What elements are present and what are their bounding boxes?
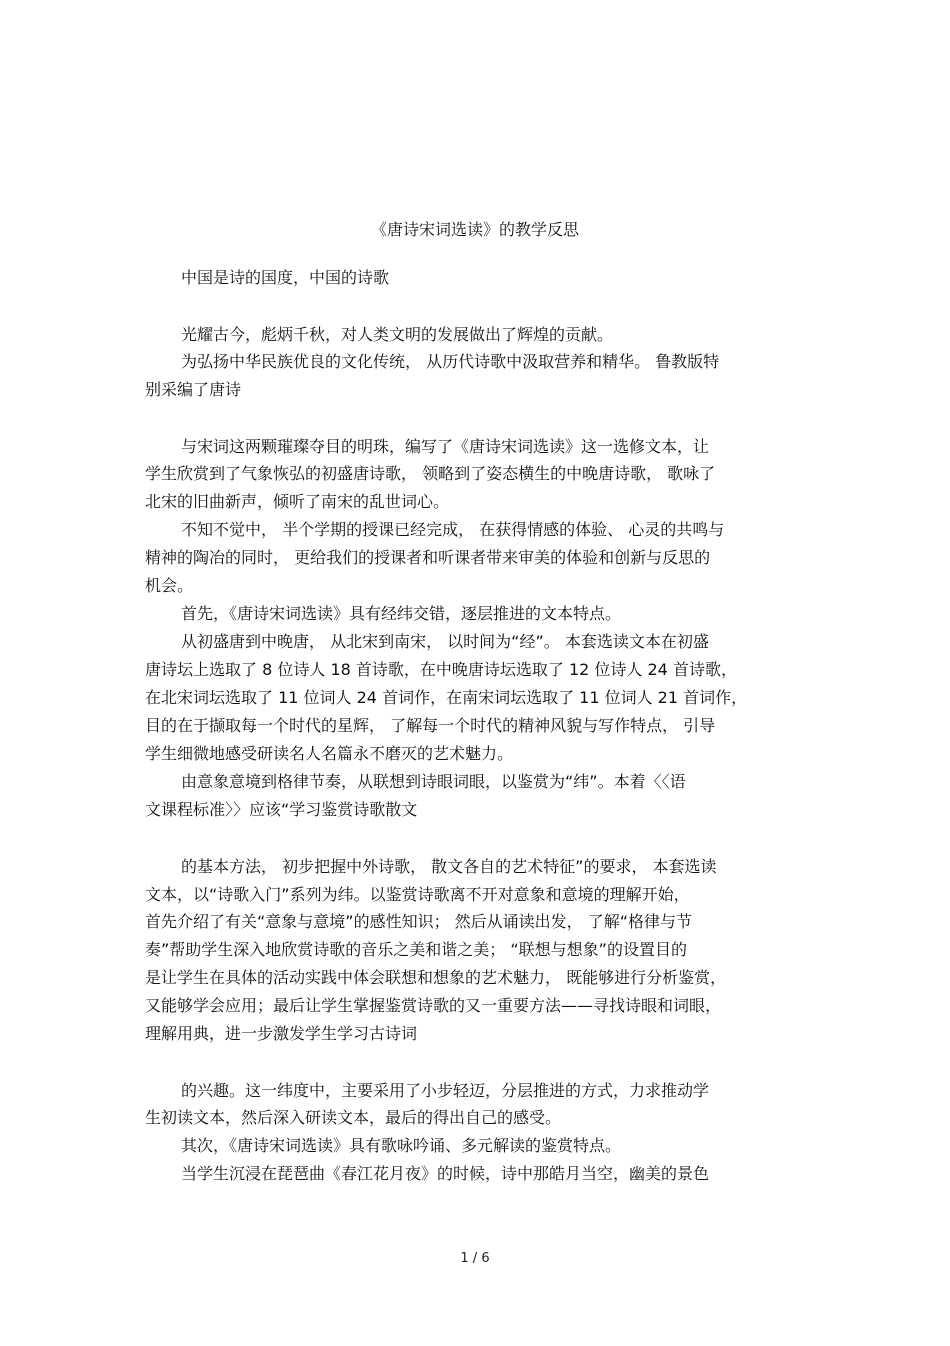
- paragraph-line: 北宋的旧曲新声，倾听了南宋的乱世词心。: [145, 492, 450, 511]
- paragraph-line: 别采编了唐诗: [145, 380, 242, 399]
- paragraph-line: 从初盛唐到中晚唐， 从北宋到南宋， 以时间为“经”。 本套选读文本在初盛: [181, 632, 709, 651]
- paragraph-line: 机会。: [145, 576, 194, 595]
- paragraph-line: 生初读文本，然后深入研读文本，最后的得出自己的感受。: [145, 1108, 562, 1127]
- paragraph-line: 其次，《唐诗宋词选读》具有歌咏吟诵、多元解读的鉴赏特点。: [181, 1136, 622, 1155]
- paragraph-line: 在北宋词坛选取了 11 位词人 24 首词作，在南宋词坛选取了 11 位词人 21 首词作，: [145, 688, 748, 707]
- paragraph-line: 为弘扬中华民族优良的文化传统， 从历代诗歌中汲取营养和精华。 鲁教版特: [181, 352, 720, 371]
- paragraph-line: 是让学生在具体的活动实践中体会联想和想象的艺术魅力， 既能够进行分析鉴赏，: [145, 968, 727, 987]
- paragraph-line: 中国是诗的国度，中国的诗歌: [181, 268, 390, 287]
- paragraph-line: 目的在于撷取每一个时代的星辉， 了解每一个时代的精神风貌与写作特点， 引导: [145, 716, 716, 735]
- paragraph-line: 当学生沉浸在琵琶曲《春江花月夜》的时候，诗中那皓月当空，幽美的景色: [181, 1164, 710, 1183]
- paragraph-line: 的兴趣。这一纬度中，主要采用了小步轻迈，分层推进的方式，力求推动学: [181, 1081, 710, 1100]
- paragraph-line: 不知不觉中， 半个学期的授课已经完成， 在获得情感的体验、 心灵的共鸣与: [181, 520, 725, 539]
- paragraph-line: 学生欣赏到了气象恢弘的初盛唐诗歌， 领略到了姿态横生的中晚唐诗歌， 歌咏了: [145, 464, 716, 483]
- paragraph-line: 由意象意境到格律节奏，从联想到诗眼词眼，以鉴赏为“纬”。本着〈〈语: [181, 772, 686, 791]
- paragraph-line: 理解用典，进一步激发学生学习古诗词: [145, 1024, 418, 1043]
- paragraph-line: 学生细微地感受研读名人名篇永不磨灭的艺术魅力。: [145, 744, 514, 763]
- page-number: 1 / 6: [460, 1251, 490, 1266]
- paragraph-line: 与宋词这两颗璀璨夺目的明珠，编写了《唐诗宋词选读》这一选修文本，让: [181, 437, 710, 456]
- paragraph-line: 唐诗坛上选取了 8 位诗人 18 首诗歌，在中晚唐诗坛选取了 12 位诗人 24 首诗歌，: [145, 660, 737, 679]
- paragraph-line: 的基本方法， 初步把握中外诗歌， 散文各自的艺术特征”的要求， 本套选读: [181, 857, 717, 876]
- paragraph-line: 文课程标准〉〉应该“学习鉴赏诗歌散文: [145, 800, 418, 819]
- paragraph-line: 首先，《唐诗宋词选读》具有经纬交错，逐层推进的文本特点。: [181, 604, 622, 623]
- paragraph-line: 又能够学会应用；最后让学生掌握鉴赏诗歌的又一重要方法——寻找诗眼和词眼，: [145, 996, 722, 1015]
- paragraph-line: 光耀古今，彪炳千秋，对人类文明的发展做出了辉煌的贡献。: [181, 325, 614, 344]
- paragraph-line: 奏”帮助学生深入地欣赏诗歌的音乐之美和谐之美； “联想与想象”的设置目的: [145, 940, 687, 959]
- paragraph-line: 文本，以“诗歌入门”系列为纬。以鉴赏诗歌离不开对意象和意境的理解开始，: [145, 885, 690, 904]
- page-title: 《唐诗宋词选读》的教学反思: [370, 220, 579, 239]
- paragraph-line: 精神的陶冶的同时， 更给我们的授课者和听课者带来审美的体验和创新与反思的: [145, 548, 711, 567]
- paragraph-line: 首先介绍了有关“意象与意境”的感性知识； 然后从诵读出发， 了解“格律与节: [145, 912, 693, 931]
